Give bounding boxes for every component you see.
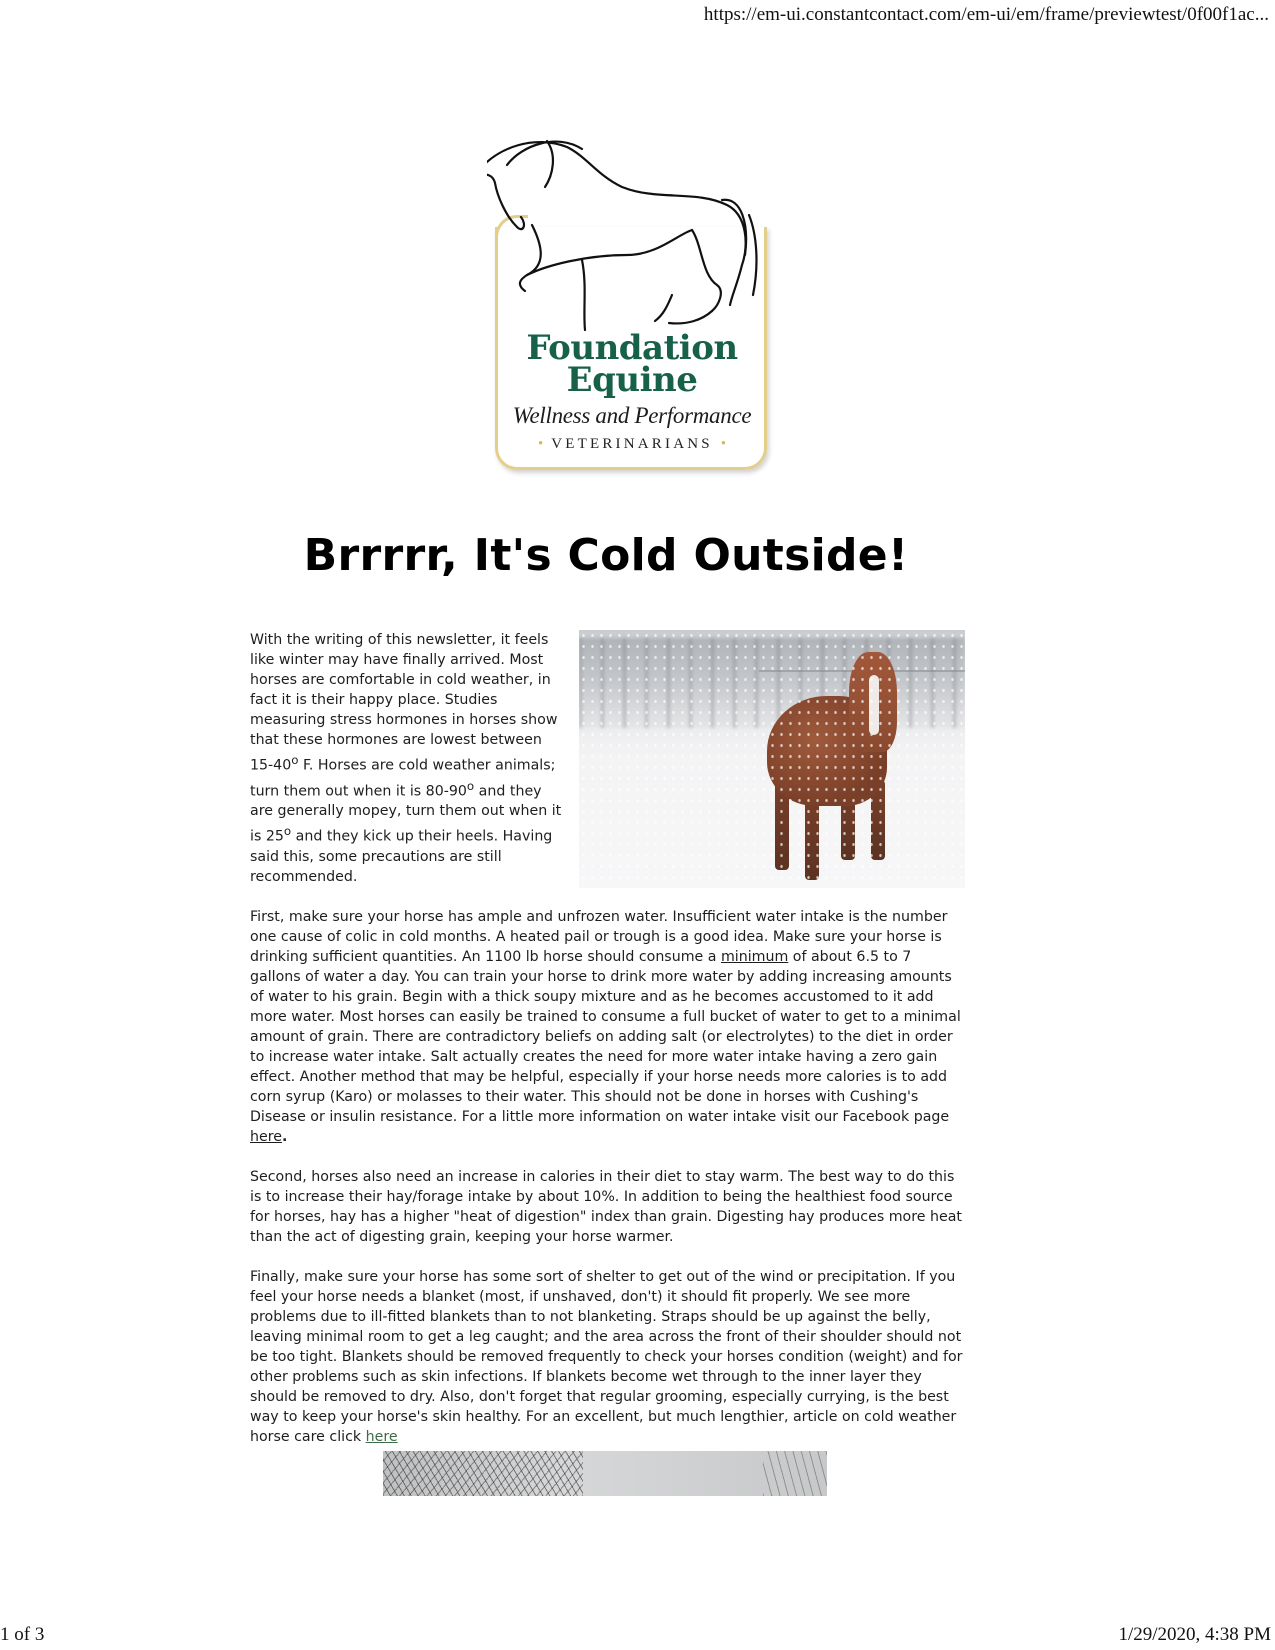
- paragraph-calories: Second, horses also need an increase in calories in their diet to stay warm. The best way to do this is to increase their hay/forage intake by about 10%. In addition to being the healthiest food source for horses, hay has a higher "heat of digestion" index than grain. Digesting hay produces more heat than the act of digesting grain, keeping your horse warmer.: [250, 1169, 962, 1246]
- photo-branches: [383, 1451, 583, 1496]
- logo-subtitle-text: VETERINARIANS: [551, 436, 713, 452]
- degree-symbol: o: [283, 824, 292, 839]
- bullet-icon: •: [537, 436, 544, 452]
- paragraph-shelter: Finally, make sure your horse has some sort of shelter to get out of the wind or precipitation. If you feel your horse needs a blanket (most, if unshaved, don't) it should fit properly. We see more problems due to ill-fitted blankets than to not blanketing. Straps should be up against the belly, leaving minimal room to get a leg caught; and the area across the front of their shoulder should not be too tight. Blankets should be removed frequently to check your horses condition (weight) and for other problems such as skin infections. If blankets become wet through to the inner layer they should be removed to dry. Also, don't forget that regular grooming, especially currying, is the best way to keep your horse's skin healthy. For an excellent, but much lengthier, article on cold weather horse care click here: [250, 1269, 963, 1446]
- paragraph-intro: With the writing of this newsletter, it feels like winter may have finally arrived. Most horses are comfortable in cold weather, in fact it is their happy place. Studies measuring stress hormones in horses show that these hormones are lowest between 15-40$^o$ F. Horses are cold weather animals; turn them out when it is 80-90$^o$ and they are generally mopey, turn them out when it is 25$^o$ and they kick up their heels. Having said this, some precautions are still recommended.: [250, 632, 562, 886]
- article-title: Brrrrr, It's Cold Outside!: [303, 530, 909, 581]
- photo-branches: [763, 1451, 827, 1496]
- paragraph-water: First, make sure your horse has ample and unfrozen water. Insufficient water intake is the number one cause of colic in cold months. A heated pail or trough is a good idea. Make sure your horse is drinking sufficient quantities. An 1100 lb horse should consume a minimum of about 6.5 to 7 gallons of water a day. You can train your horse to drink more water by adding increasing amounts of water to his grain. Begin with a thick soupy mixture and as he becomes accustomed to it add more water. Most horses can easily be trained to consume a full bucket of water to get to a minimal amount of grain. There are contradictory beliefs on adding salt (or electrolytes) to the diet in order to increase water intake. Salt actually creates the need for more water intake having a zero gain effect. Another method that may be helpful, especially if your horse needs more calories is to add corn syrup (Karo) or molasses to their water. This should not be done in horses with Cushing's Disease or insulin resistance. For a little more information on water intake visit our Facebook page here.: [250, 909, 961, 1146]
- logo-name-line1: Foundation: [526, 328, 738, 368]
- minimum-link[interactable]: minimum: [720, 949, 789, 966]
- cold-weather-article-link[interactable]: here: [365, 1429, 398, 1446]
- degree-symbol: o: [466, 778, 475, 793]
- foundation-equine-logo: [487, 135, 777, 480]
- logo-subtitle: [487, 436, 777, 453]
- horse-in-snow-photo: [579, 630, 965, 888]
- bullet-icon: •: [720, 436, 727, 452]
- horse-outline-icon: [487, 135, 777, 335]
- page-number: 1 of 3: [0, 1624, 45, 1645]
- print-datetime: 1/29/2020, 4:38 PM: [1118, 1624, 1271, 1645]
- photo-snowflakes: [579, 630, 965, 888]
- facebook-here-link[interactable]: here: [250, 1129, 282, 1146]
- print-header-url: https://em-ui.constantcontact.com/em-ui/em/frame/previewtest/0f00f1ac...: [703, 4, 1269, 25]
- degree-symbol: o: [291, 753, 299, 767]
- winter-trees-photo: [383, 1451, 827, 1496]
- article-body: [250, 630, 965, 1467]
- logo-tagline: Wellness and Performance: [512, 403, 752, 428]
- logo-name-line2: Equine: [566, 360, 698, 400]
